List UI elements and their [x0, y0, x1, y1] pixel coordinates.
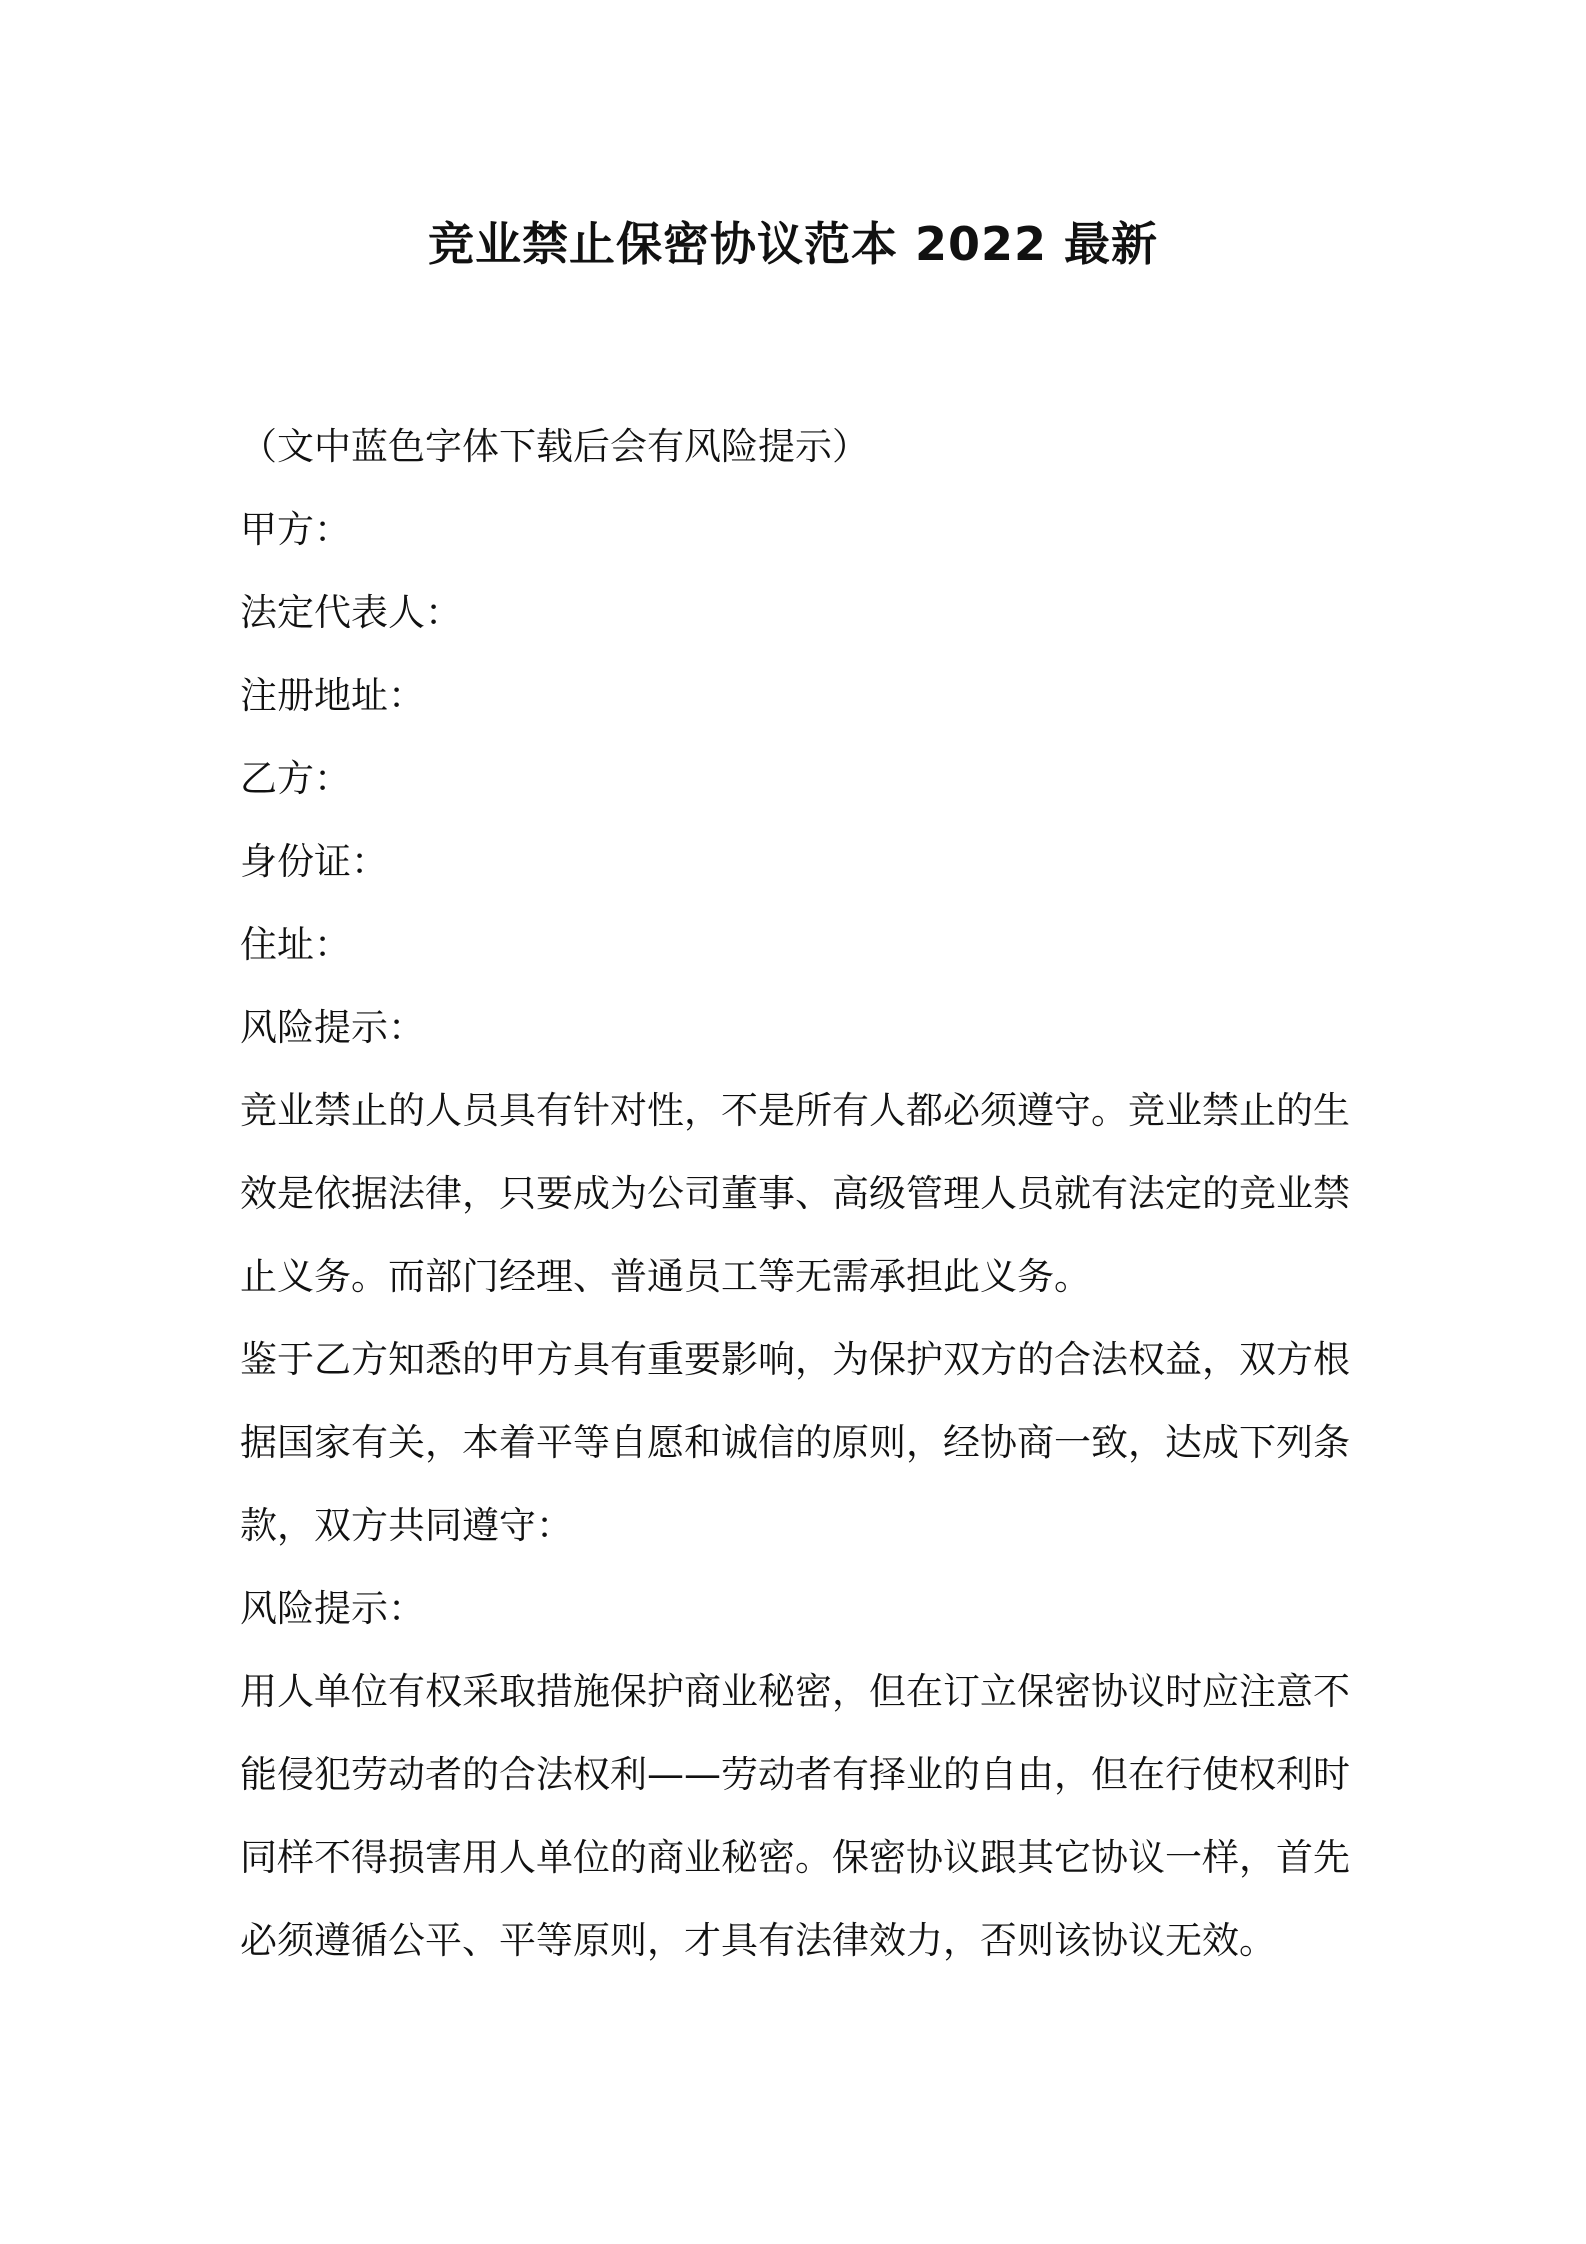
risk-text-line: 止义务。而部门经理、普通员工等无需承担此义务。 — [240, 1255, 1091, 1298]
document-body — [240, 405, 1360, 1982]
field-address: 住址： — [240, 923, 351, 966]
field-id-card: 身份证： — [240, 840, 388, 883]
risk-text-line: 同样不得损害用人单位的商业秘密。保密协议跟其它协议一样，首先 — [240, 1836, 1350, 1879]
document-title: 竞业禁止保密协议范本 2022 最新 — [427, 217, 1159, 271]
field-legal-rep: 法定代表人： — [240, 591, 462, 634]
risk-label: 风险提示： — [240, 1587, 425, 1630]
risk-text-line: 效是依据法律，只要成为公司董事、高级管理人员就有法定的竞业禁 — [240, 1172, 1350, 1215]
risk-text-line: 用人单位有权采取措施保护商业秘密，但在订立保密协议时应注意不 — [240, 1670, 1350, 1713]
field-party-a: 甲方： — [240, 508, 351, 551]
preamble-line: 据国家有关，本着平等自愿和诚信的原则，经协商一致，达成下列条 — [240, 1421, 1350, 1464]
download-note: （文中蓝色字体下载后会有风险提示） — [240, 425, 869, 468]
risk-label: 风险提示： — [240, 1006, 425, 1049]
preamble-line: 鉴于乙方知悉的甲方具有重要影响，为保护双方的合法权益，双方根 — [240, 1338, 1350, 1381]
risk-text-line: 必须遵循公平、平等原则，才具有法律效力，否则该协议无效。 — [240, 1919, 1276, 1962]
preamble-line: 款，双方共同遵守： — [240, 1504, 573, 1547]
risk-text-line: 能侵犯劳动者的合法权利——劳动者有择业的自由，但在行使权利时 — [240, 1753, 1350, 1796]
field-reg-address: 注册地址： — [240, 674, 425, 717]
field-party-b: 乙方： — [240, 757, 351, 800]
risk-text-line: 竞业禁止的人员具有针对性，不是所有人都必须遵守。竞业禁止的生 — [240, 1089, 1350, 1132]
